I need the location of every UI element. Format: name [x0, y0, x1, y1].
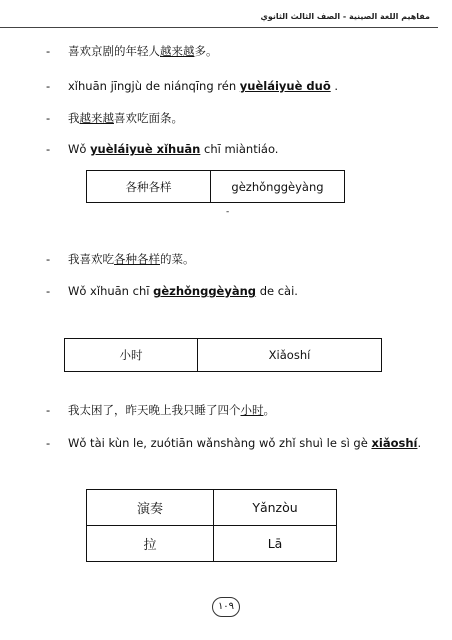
example-line-7: [46, 402, 275, 418]
bullet-dash: -: [46, 142, 51, 156]
text: .: [417, 436, 422, 450]
example-line-1: [46, 43, 218, 59]
bullet-dash: -: [46, 284, 51, 298]
highlight-word: yuèláiyuè xǐhuān: [90, 142, 201, 156]
text: 喜欢吃面条。: [114, 111, 183, 125]
pinyin-cell: Lā: [214, 526, 337, 562]
small-dash: -: [226, 207, 230, 217]
header-rule: [0, 27, 438, 28]
bullet-dash: -: [46, 79, 51, 93]
bullet-dash: -: [46, 436, 51, 450]
text: 我: [68, 111, 80, 125]
page-header-title: مفاهيم اللغة الصينية - الصف الثالث الثانوي: [260, 12, 430, 21]
text: Wǒ: [68, 142, 91, 156]
bullet-dash: -: [46, 44, 51, 58]
text: 的菜。: [160, 252, 195, 266]
vocab-table-3: [86, 489, 337, 562]
vocab-row: [87, 526, 337, 562]
text: xǐhuān jīngjù de niánqīng rén: [68, 79, 240, 93]
highlight-word: 越来越: [160, 44, 195, 58]
text: 。: [263, 403, 275, 417]
hanzi-cell: 演奏: [87, 490, 214, 526]
hanzi-cell: 各种各样: [87, 171, 211, 203]
bullet-dash: -: [46, 252, 51, 266]
example-line-8: [46, 436, 421, 450]
highlight-word: yuèláiyuè duō: [239, 79, 331, 93]
highlight-word: 越来越: [79, 111, 114, 125]
page-number: ١٠٩: [212, 597, 240, 617]
vocab-table-1: [86, 170, 345, 203]
example-line-5: [46, 251, 195, 267]
text: Wǒ xǐhuān chī: [68, 284, 154, 298]
highlight-word: 各种各样: [114, 252, 160, 266]
example-line-2: [46, 79, 338, 93]
pinyin-cell: Yǎnzòu: [214, 490, 337, 526]
vocab-row: [65, 339, 382, 372]
bullet-dash: -: [46, 403, 51, 417]
vocab-table-2: [64, 338, 382, 372]
example-line-4: [46, 142, 278, 156]
text: 我太困了，昨天晚上我只睡了四个: [68, 403, 241, 417]
text: de cài.: [256, 284, 298, 298]
hanzi-cell: 拉: [87, 526, 214, 562]
text: 多。: [194, 44, 218, 58]
highlight-word: 小时: [240, 403, 264, 417]
hanzi-cell: 小时: [65, 339, 198, 372]
vocab-row: [87, 171, 345, 203]
pinyin-cell: Xiǎoshí: [198, 339, 382, 372]
vocab-row: [87, 490, 337, 526]
bullet-dash: -: [46, 111, 51, 125]
pinyin-cell: gèzhǒnggèyàng: [211, 171, 345, 203]
text: 喜欢京剧的年轻人: [68, 44, 160, 58]
text: 我喜欢吃: [68, 252, 114, 266]
highlight-word: gèzhǒnggèyàng: [153, 284, 257, 298]
text: Wǒ tài kùn le, zuótiān wǎnshàng wǒ zhǐ shuì le sì gè: [68, 436, 372, 450]
example-line-6: [46, 284, 298, 298]
highlight-word: xiǎoshí: [371, 436, 418, 450]
text: .: [330, 79, 339, 93]
example-line-3: [46, 110, 183, 126]
text: chī miàntiáo.: [200, 142, 279, 156]
